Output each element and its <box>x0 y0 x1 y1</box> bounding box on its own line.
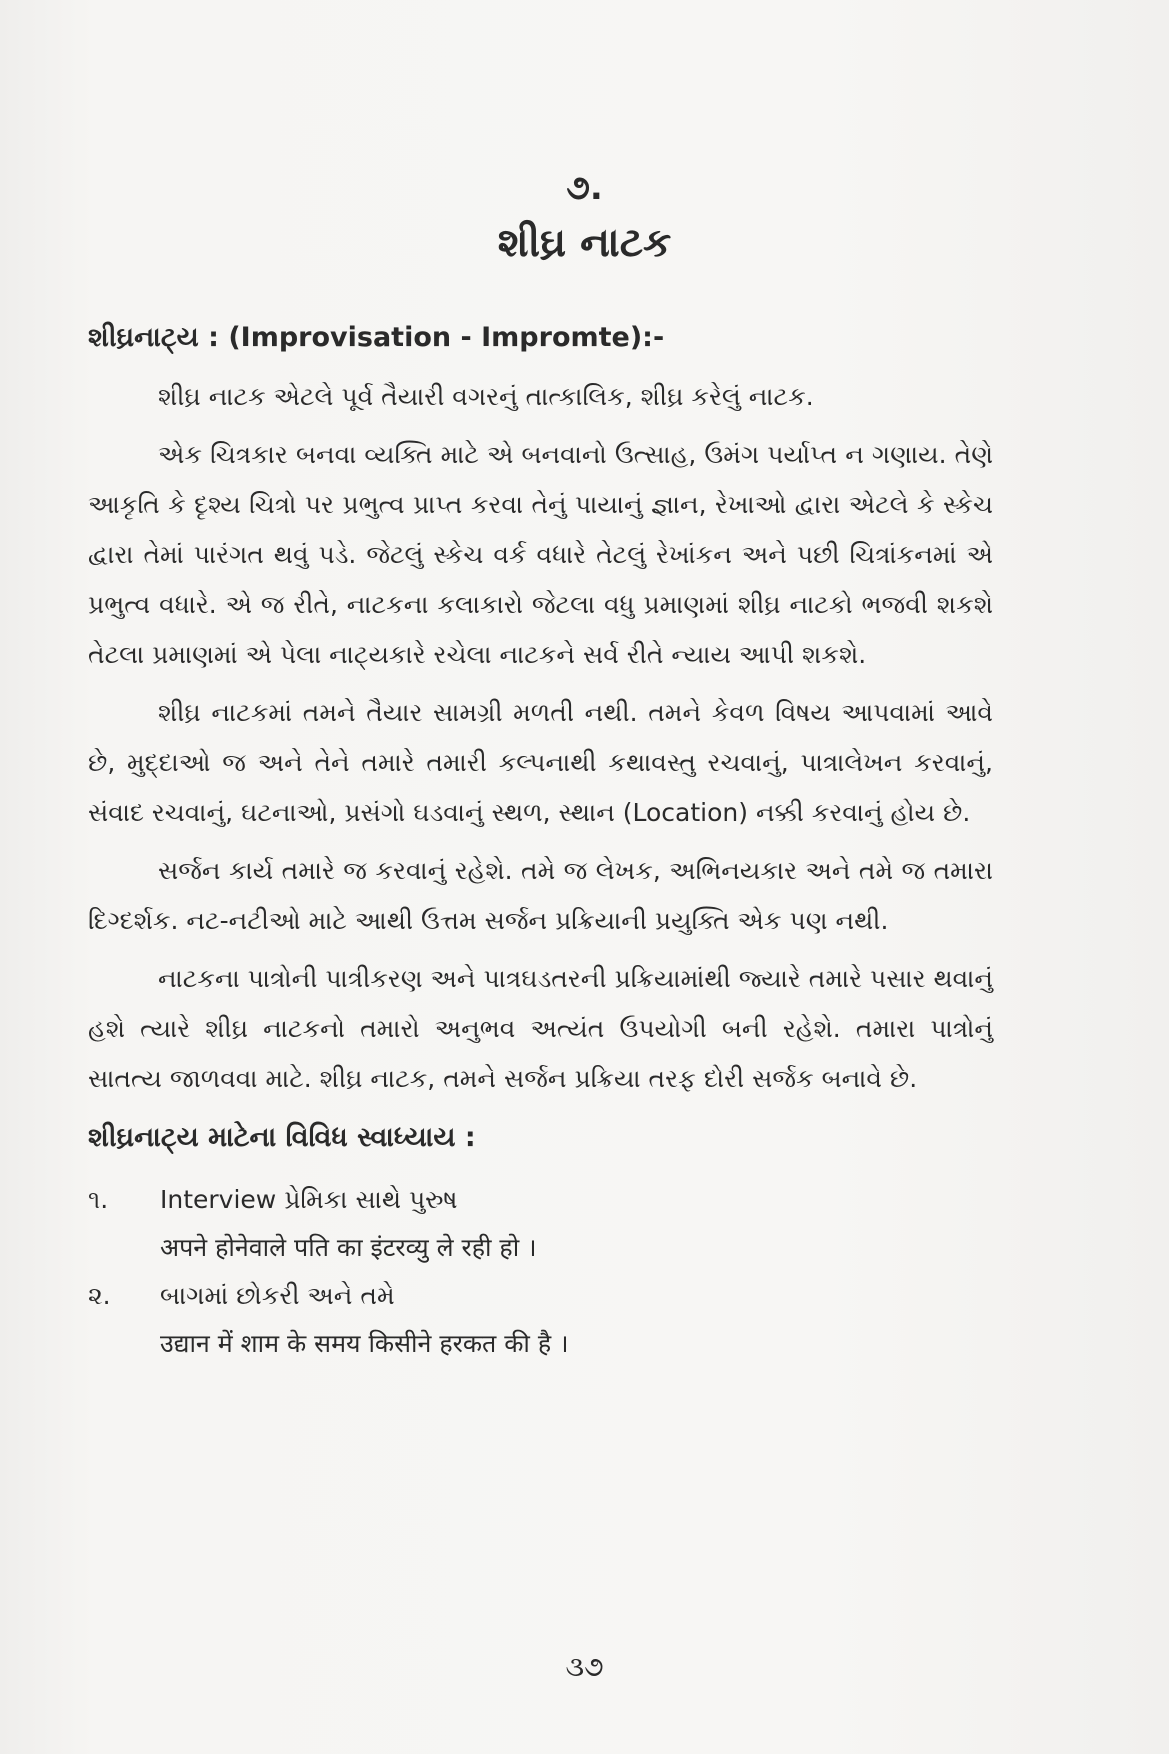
list-item-body <box>160 1272 569 1368</box>
section-heading-improvisation: શીઘ્રનાટ્ય : (Improvisation - Impromte):- <box>88 322 665 353</box>
exercise-list <box>88 1176 993 1368</box>
paragraph: શીઘ્ર નાટક એટલે પૂર્વ તૈયારી વગરનું તાત્કાલિક, શીઘ્ર કરેલું નાટક. <box>158 382 814 411</box>
chapter-title: શીઘ્ર નાટક <box>497 220 672 266</box>
list-item-description: उद्यान में शाम के समय किसीने हरकत की है । <box>160 1329 569 1358</box>
list-item-title: Interview પ્રેમિકા સાથે પુરુષ <box>160 1185 458 1214</box>
section-heading-exercises: શીઘ્રનાટ્ય માટેના વિવિધ સ્વાધ્યાય : <box>88 1122 476 1153</box>
list-item-body <box>160 1176 537 1272</box>
paragraph: એક ચિત્રકાર બનવા વ્યક્તિ માટે એ બનવાનો ઉત્સાહ, ઉમંગ પર્યાપ્ત ન ગણાય. તેણે આકૃતિ કે દૃશ્ય ચિત્રો પર પ્રભુત્વ પ્રાપ્ત કરવા તેનું પાયાનું જ્ઞાન, રેખાઓ દ્વારા એટલે કે સ્કેચ દ્વારા તેમાં પારંગત થવું પડે. જેટલું સ્કેચ વર્ક વધારે તેટલું રેખાંકન અને પછી ચિત્રાંકનમાં એ પ્રભુત્વ વધારે. એ જ રીતે, નાટકના કલાકારો જેટલા વધુ પ્રમાણમાં શીઘ્ર નાટકો ભજવી શકશે તેટલા પ્રમાણમાં એ પેલા નાટ્યકારે રચેલા નાટકને સર્વ રીતે ન્યાય આપી શકશે. <box>88 440 993 669</box>
paragraph: સર્જન કાર્ય તમારે જ કરવાનું રહેશે. તમે જ લેખક, અભિનયકાર અને તમે જ તમારા દિગ્દર્શક. નટ-નટીઓ માટે આથી ઉત્તમ સર્જન પ્રક્રિયાની પ્રયુક્તિ એક પણ નથી. <box>88 856 993 935</box>
list-item <box>88 1272 993 1368</box>
page-content <box>88 318 993 1368</box>
list-item-number: ૨. <box>88 1281 111 1310</box>
page-number: ૩૭ <box>565 1650 604 1683</box>
list-item-title: બાગમાં છોકરી અને તમે <box>160 1281 395 1310</box>
paragraph: નાટકના પાત્રોની પાત્રીકરણ અને પાત્રઘડતરની પ્રક્રિયામાંથી જ્યારે તમારે પસાર થવાનું હશે ત્યારે શીઘ્ર નાટકનો તમારો અનુભવ અત્યંત ઉપયોગી બની રહેશે. તમારા પાત્રોનું સાતત્ય જાળવવા માટે. શીઘ્ર નાટક, તમને સર્જન પ્રક્રિયા તરફ દોરી સર્જક બનાવે છે. <box>88 964 993 1093</box>
paragraph: શીઘ્ર નાટકમાં તમને તૈયાર સામગ્રી મળતી નથી. તમને કેવળ વિષય આપવામાં આવે છે, મુદ્દાઓ જ અને તેને તમારે તમારી કલ્પનાથી કથાવસ્તુ રચવાનું, પાત્રાલેખન કરવાનું, સંવાદ રચવાનું, ઘટનાઓ, પ્રસંગો ઘડવાનું સ્થળ, સ્થાન (Location) નક્કી કરવાનું હોય છે. <box>88 698 993 827</box>
list-item-number: ૧. <box>88 1185 109 1214</box>
list-item-description: अपने होनेवाले पति का इंटरव्यु ले रही हो । <box>160 1233 537 1262</box>
list-item <box>88 1176 993 1272</box>
chapter-number: ૭. <box>566 168 603 208</box>
